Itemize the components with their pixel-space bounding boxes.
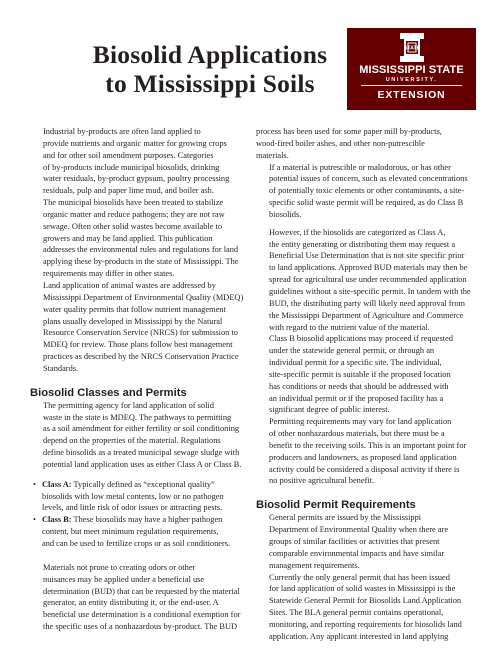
putrescible-paragraph: If a material is putrescible or malodorous, or has other potential issues of concern, such as elevated concentrations of potentially toxic elements or other contaminants, a site- specific solid waste permit will be required, as do Class B biosolids. <box>269 162 468 219</box>
intro-paragraph-3: Land application of animal wastes are addressed by Mississippi Department of Environmental Quality (MDEQ) water quality permits that follow nutrient management plans usually developed in Mississippi by the Natural Resource Conservation Service (NRCS) for submission to MDEQ for review. Those plans follow best management practices as described by the NRCS Conservation Practice Standards. <box>43 280 244 373</box>
intro-paragraph-1: Industrial by-products are often land applied to provide nutrients and organic matter for growing crops and for other soil amendment purposes. Categories of by-products include municipal biosolids, drinking water residuals, by-product gypsum, poultry processing residuals, pulp and paper lime mud, and boiler ash. <box>43 127 230 196</box>
intro-paragraph-2: The municipal biosolids have been treated to stabilize organic matter and reduce pathogens; they are not raw sewage. Often other solid wastes become available to growers and may be land applied. This publication addresses the environmental rules and regulations for land applying these by-products in the state of Mississippi. The requirements may differ in other states. <box>43 198 239 279</box>
title-line-2: to Mississippi Soils <box>105 69 315 98</box>
section-heading-classes: Biosolid Classes and Permits <box>30 386 187 399</box>
current-permit-paragraph: Currently the only general permit that has been issued for land application of solid wastes in Mississippi is the Statewide General Permit for Biosolids Land Application Sites. The BLA general permit contains operational, monitoring, and reporting requirements for biosolids land application. Any applicant interested in land applying <box>269 572 462 641</box>
section-heading-permit-requirements: Biosolid Permit Requirements <box>256 499 416 512</box>
general-permits-paragraph: General permits are issued by the Mississippi Department of Environmental Quality when there are groups of similar facilities or activities that present comparable environmental impacts and have similar management requirements. <box>269 513 449 570</box>
class-b-paragraph: Class B biosolid applications may proceed if requested under the statewide general permit, or through an individual permit for a specific site. The individual, site-specific permit is suitable if the proposed location has conditions or needs that should be addressed with an individual permit or if the proposed facility has a significant degree of public interest. <box>269 334 453 415</box>
seal-text: STATE <box>403 45 421 52</box>
requirements-paragraph: Permitting requirements may vary for land application of other nonhazardous materials, but there must be a benefit to the receiving soils. This is an important point for producers and landowners, as proposed land application activity could be considered a disposal activity if there is no positive agricultural benefit. <box>269 417 467 486</box>
classes-paragraph-1: The permitting agency for land application of solid waste in the state is MDEQ. The pathways to permitting as a soil amendment for either fertility or soil conditioning depend on the properties of the material. Regulations define biosolids as a treated municipal sewage sludge with potential land application uses as either Class A or Class B. <box>43 400 242 469</box>
left-column <box>30 126 260 633</box>
bullet-icon: • <box>33 479 36 489</box>
class-list <box>30 479 260 550</box>
class-a-paragraph: However, if the biosolids are categorized as Class A, the entity generating or distributing them may request a Beneficial Use Determination that is not site specific prior to land applications. Approved BUD materials may then be spread for agricultural use under recommended application guidelines without a site-specific permit. In tandem with the BUD, the distributing party will likely need approval from the Mississippi Department of Agriculture and Commerce with regard to the nutrient value of the material. <box>269 227 471 332</box>
msu-extension-logo <box>347 28 476 110</box>
logo-divider <box>361 85 462 86</box>
continued-paragraph: process has been used for some paper mill by-products, wood-fired boiler ashes, and other non-putrescible materials. <box>256 127 442 160</box>
list-item-class-b: • Class B: These biosolids may have a higher pathogen content, but meet minimum regulation requirements, and can be used to fertilize crops or as soil conditioners. <box>33 515 231 548</box>
logo-university-name: MISSISSIPPI STATE <box>359 64 464 76</box>
logo-university-word: UNIVERSITY. <box>385 77 438 83</box>
logo-extension: EXTENSION <box>377 89 446 101</box>
right-column <box>256 126 486 643</box>
classes-paragraph-2: Materials not prone to creating odors or other nuisances may be applied under a beneficial use determination (BUD) that can be requested by the material generator, an entity distributing it, or the end-user. A beneficial use determination is a conditional exemption for the specific uses of a nonhazardous by-product. The BUD <box>43 562 241 632</box>
bullet-icon: • <box>33 515 36 525</box>
list-item-class-a: • Class A: Typically defined as “exceptional quality” biosolids with low metal contents, low or no pathogen levels, and little risk of odor issues or attracting pests. <box>33 479 224 513</box>
msu-seal-icon <box>397 31 427 64</box>
title-line-1: Biosolid Applications <box>92 40 328 69</box>
